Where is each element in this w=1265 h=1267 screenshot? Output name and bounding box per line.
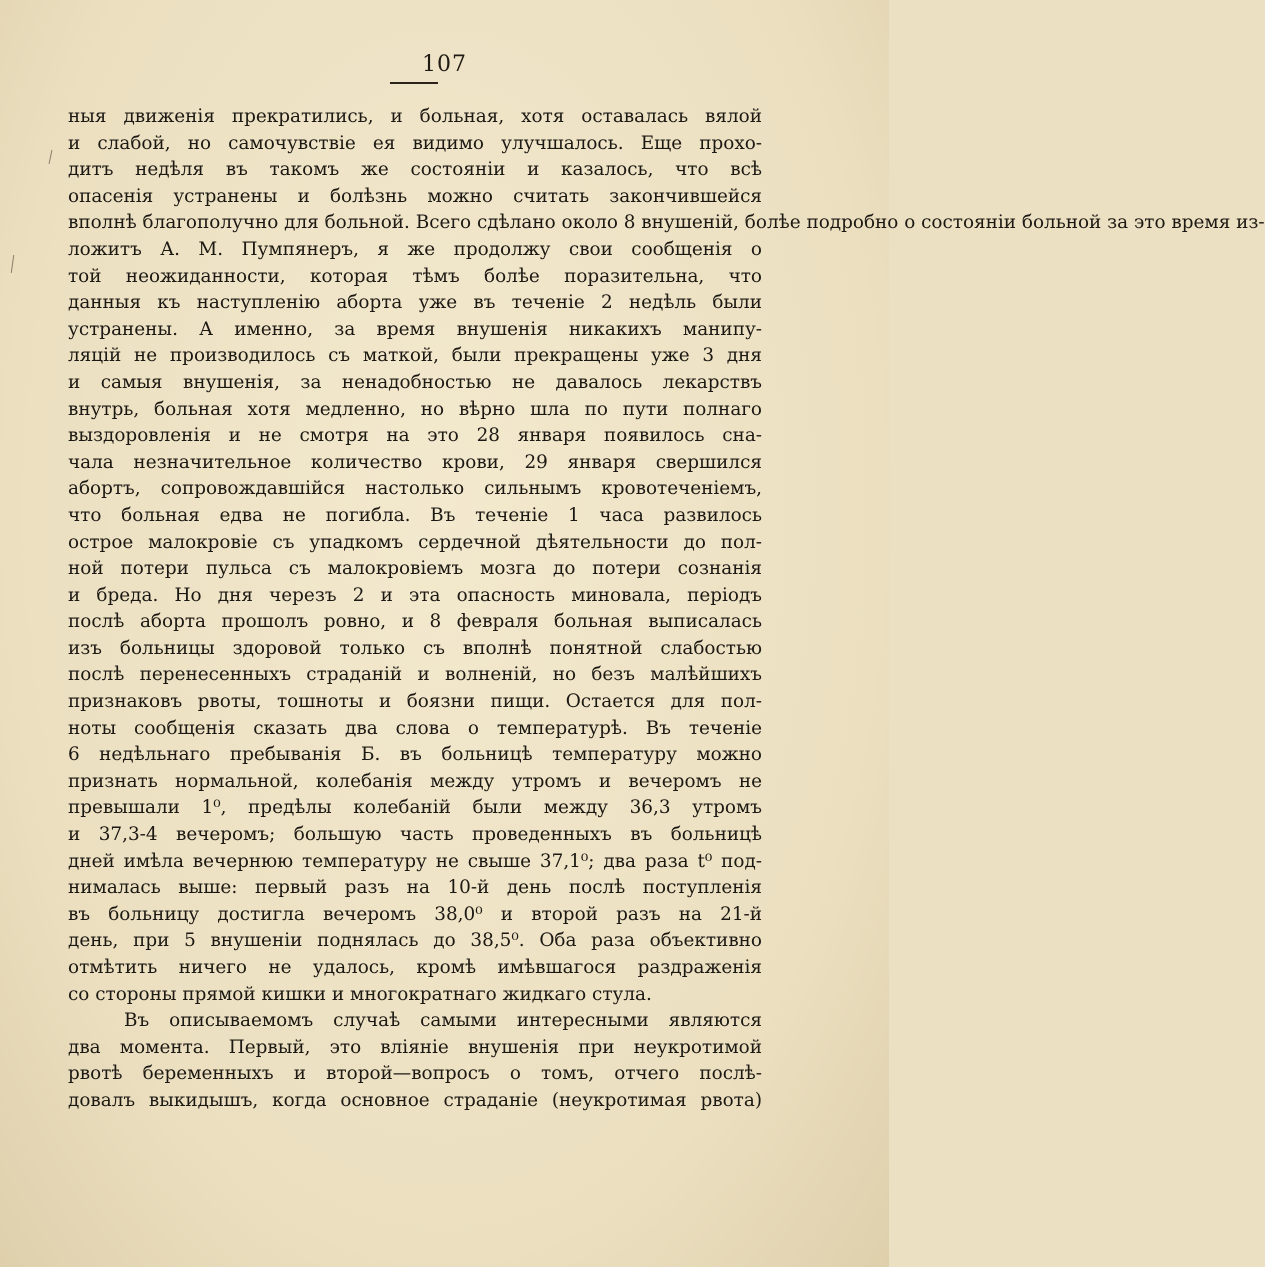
text-line: ной потери пульса съ малокровіемъ мозга до потери сознанія	[68, 558, 762, 580]
text-line: послѣ аборта прошолъ ровно, и 8 февраля больная выписалась	[68, 611, 762, 633]
text-line: ложитъ А. М. Пумпянеръ, я же продолжу свои сообщенія о	[68, 238, 762, 260]
text-line: и бреда. Но дня черезъ 2 и эта опасность миновала, періодъ	[68, 584, 762, 606]
text-line: отмѣтить ничего не удалось, кромѣ имѣвшагося раздраженія	[68, 957, 762, 978]
text-line: опасенія устранены и болѣзнь можно считать закончившейся	[68, 185, 762, 207]
text-line: со стороны прямой кишки и многократнаго жидкаго стула.	[68, 983, 652, 1005]
text-line: той неожиданности, которая тѣмъ болѣе поразительна, что	[68, 265, 762, 287]
paragraph	[68, 1008, 762, 1114]
text-line: ноты сообщенія сказать два слова о температурѣ. Въ теченіе	[68, 717, 762, 739]
text-line: 6 недѣльнаго пребыванія Б. въ больницѣ температуру можно	[68, 744, 762, 766]
text-line: довалъ выкидышъ, когда основное страданіе (неукротимая рвота)	[68, 1089, 762, 1111]
text-line: нималась выше: первый разъ на 10-й день послѣ поступленія	[68, 877, 762, 899]
text-line: признаковъ рвоты, тошноты и боязни пищи. Остается для пол-	[68, 691, 762, 713]
text-line: послѣ перенесенныхъ страданій и волненій, но безъ малѣйшихъ	[68, 664, 762, 686]
text-line: рвотѣ беременныхъ и второй—вопросъ о томъ, отчего послѣ-	[68, 1063, 762, 1085]
text-line: внутрь, больная хотя медленно, но вѣрно шла по пути полнаго	[68, 398, 762, 420]
text-line: въ больницу достигла вечеромъ 38,0⁰ и второй разъ на 21-й	[68, 903, 762, 925]
text-line: устранены. А именно, за время внушенія никакихъ манипу-	[68, 318, 762, 340]
body-text	[68, 104, 1265, 1115]
text-line: изъ больницы здоровой только съ вполнѣ понятной слабостью	[68, 637, 762, 659]
text-line: чала незначительное количество крови, 29 января свершился	[68, 451, 762, 473]
text-line: признать нормальной, колебанія между утромъ и вечеромъ не	[68, 770, 762, 792]
paragraph	[68, 104, 1265, 1008]
margin-pencil-mark	[11, 255, 14, 273]
text-line: данныя къ наступленію аборта уже въ теченіе 2 недѣль были	[68, 292, 762, 314]
text-line: и слабой, но самочувствіе ея видимо улучшалось. Еще прохо-	[68, 132, 762, 154]
margin-pencil-mark	[49, 150, 53, 164]
text-line: два момента. Первый, это вліяніе внушенія при неукротимой	[68, 1036, 762, 1058]
text-line: выздоровленія и не смотря на это 28 января появилось сна-	[68, 425, 762, 447]
page-number-underline	[390, 82, 438, 84]
text-line: ныя движенія прекратились, и больная, хотя оставалась вялой	[68, 106, 762, 127]
text-line: и самыя внушенія, за ненадобностью не давалось лекарствъ	[68, 371, 762, 393]
text-line: вполнѣ благополучно для больной. Всего сдѣлано около 8 внушеній, болѣе подробно о состояніи больной за это время из-	[68, 212, 1265, 234]
text-line: дитъ недѣля въ такомъ же состояніи и казалось, что всѣ	[68, 159, 762, 181]
text-line: дней имѣла вечернюю температуру не свыше 37,1⁰; два раза t⁰ под-	[68, 850, 762, 872]
text-line: острое малокровіе съ упадкомъ сердечной дѣятельности до пол-	[68, 531, 762, 553]
text-line: Въ описываемомъ случаѣ самыми интересными являются	[124, 1010, 762, 1032]
text-line: ляцій не производилось съ маткой, были прекращены уже 3 дня	[68, 345, 762, 367]
page-number: 107	[422, 52, 467, 77]
text-line: превышали 1⁰, предѣлы колебаній были между 36,3 утромъ	[68, 797, 762, 819]
text-line: абортъ, сопровождавшійся настолько сильнымъ кровотеченіемъ,	[68, 478, 762, 500]
text-line: что больная едва не погибла. Въ теченіе 1 часа развилось	[68, 504, 762, 526]
text-line: и 37,3-4 вечеромъ; большую часть проведенныхъ въ больницѣ	[68, 824, 762, 846]
text-line: день, при 5 внушеніи поднялась до 38,5⁰. Оба раза объективно	[68, 930, 762, 952]
